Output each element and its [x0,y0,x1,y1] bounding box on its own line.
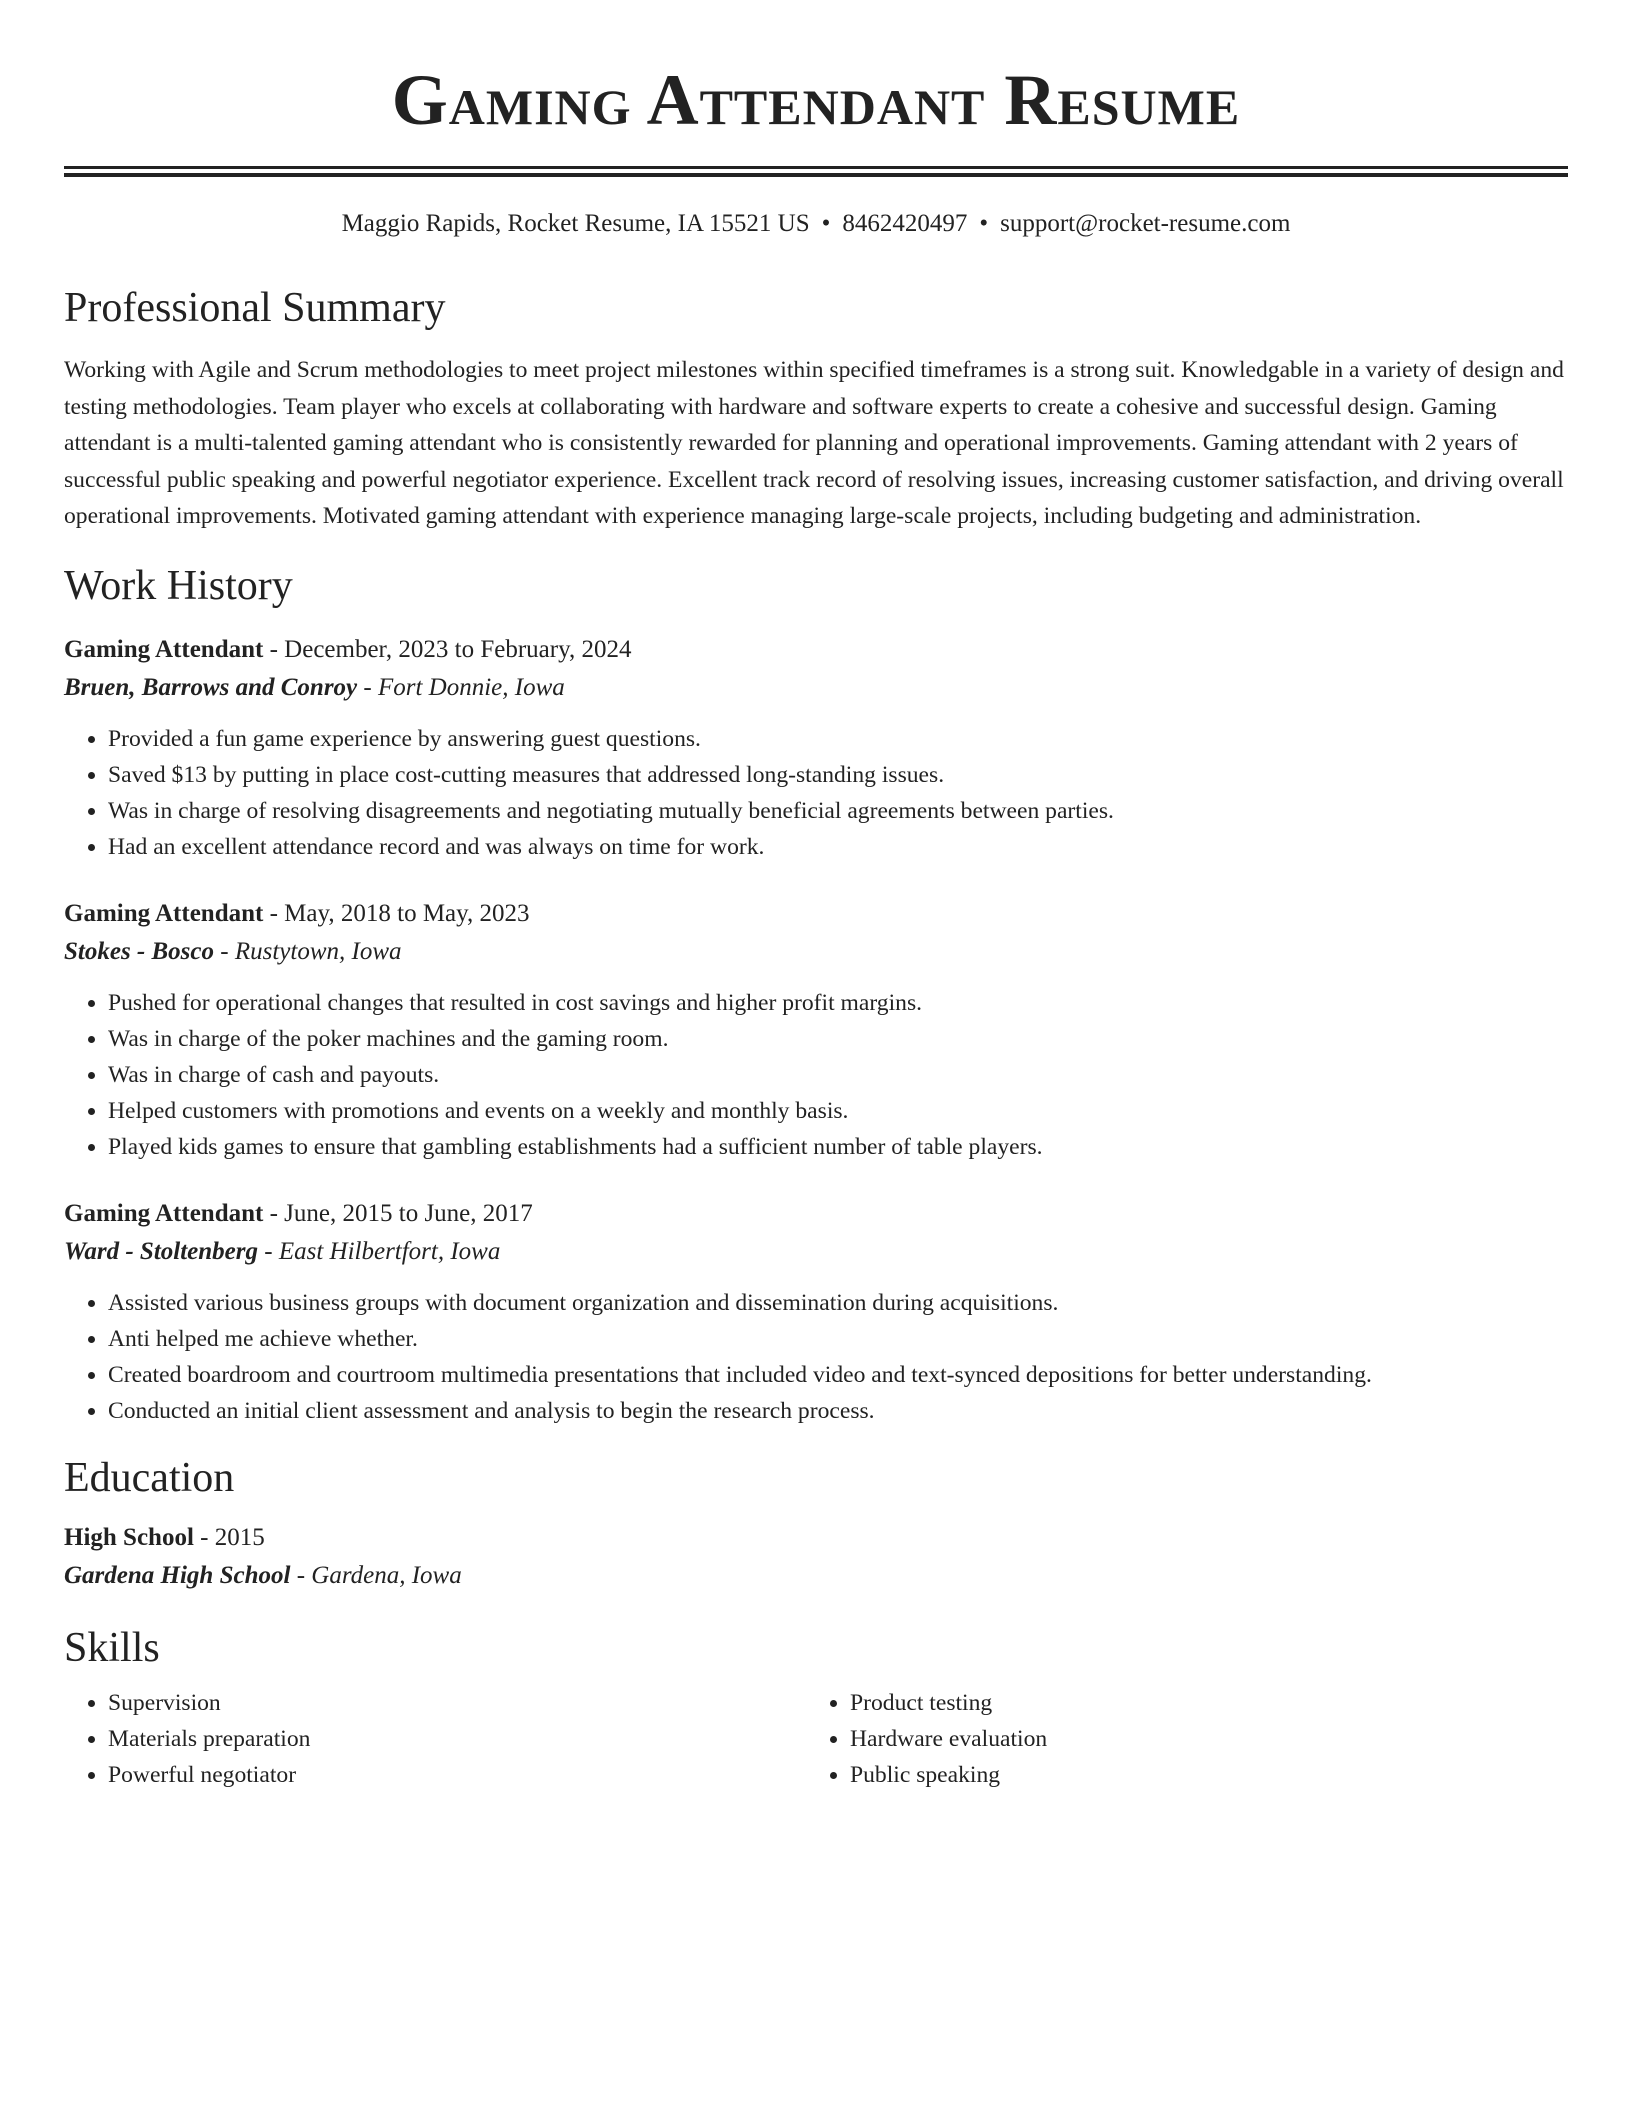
education-dash: - [193,1523,215,1551]
job-duty: • Pushed for operational changes that resulted in cost savings and higher profit margins. [108,985,1568,1021]
contact-line [64,207,1568,241]
skill-item: • Materials preparation [108,1721,806,1757]
job-dash: - [263,1199,285,1227]
job-duties-list [64,721,1568,865]
job-duties-list [64,1285,1568,1429]
summary-text: Working with Agile and Scrum methodologies to meet project milestones within specified timeframes is a strong suit. Knowledgable in a variety of design and testing methodologies. Team player who excels at collaborating with hardware and software experts to create a cohesive and successful design. Gaming attendant is a multi-talented gaming attendant who is consistently rewarded for planning and operational improvements. Gaming attendant with 2 years of successful public speaking and powerful negotiator experience. Excellent track record of resolving issues, increasing customer satisfaction, and driving overall operational improvements. Motivated gaming attendant with experience managing large-scale projects, including budgeting and administration. [64,357,1564,529]
job-location: East Hilbertfort, Iowa [278,1237,501,1265]
job-entry [64,1195,1568,1429]
job-duty: • Saved $13 by putting in place cost-cutting measures that addressed long-standing issues. [108,757,1568,793]
job-location: Rustytown, Iowa [234,937,402,965]
job-duty: • Created boardroom and courtroom multimedia presentations that included video and text-synced depositions for better understanding. [108,1357,1568,1393]
job-company: Stokes - Bosco [64,937,214,965]
skills-list [64,1685,806,1793]
summary-heading: Professional Summary [64,285,446,331]
job-duty: • Assisted various business groups with document organization and dissemination during acquisitions. [108,1285,1568,1321]
job-duties-list [64,985,1568,1165]
job-dates: May, 2018 to May, 2023 [284,899,530,927]
job-dates: December, 2023 to February, 2024 [284,635,632,663]
skill-item: • Supervision [108,1685,806,1721]
contact-address: Maggio Rapids, Rocket Resume, IA 15521 US [341,210,810,237]
job-duty: • Conducted an initial client assessment and analysis to begin the research process. [108,1393,1568,1429]
job-title-line [64,1195,1568,1233]
skill-item: • Product testing [850,1685,1548,1721]
skills-grid [64,1685,1568,1793]
skill-item: • Hardware evaluation [850,1721,1548,1757]
skills-list [806,1685,1548,1793]
job-role: Gaming Attendant [64,635,264,663]
education-entry [64,1519,1568,1595]
job-role: Gaming Attendant [64,899,264,927]
skill-item: • Public speaking [850,1757,1548,1793]
job-entry [64,895,1568,1165]
job-company-line [64,1233,1568,1271]
contact-phone: 8462420497 [842,210,968,237]
contact-email: support@rocket-resume.com [1000,210,1291,237]
job-duty: • Was in charge of the poker machines and the gaming room. [108,1021,1568,1057]
education-school: Gardena High School [64,1561,291,1589]
skill-item: • Powerful negotiator [108,1757,806,1793]
education-year: 2015 [214,1523,265,1551]
job-company: Ward - Stoltenberg [64,1237,258,1265]
job-dash: - [357,673,378,701]
job-role: Gaming Attendant [64,1199,264,1227]
education-degree-line [64,1519,1568,1557]
education-degree: High School [64,1523,194,1551]
job-company-line [64,669,1568,707]
contact-separator: • [821,210,831,237]
job-dates: June, 2015 to June, 2017 [284,1199,533,1227]
job-location: Fort Donnie, Iowa [377,673,565,701]
job-entry [64,631,1568,865]
skills-column-right [806,1685,1548,1793]
job-duty: • Anti helped me achieve whether. [108,1321,1568,1357]
skills-column-left [64,1685,806,1793]
job-duty: • Was in charge of cash and payouts. [108,1057,1568,1093]
job-duty: • Had an excellent attendance record and was always on time for work. [108,829,1568,865]
education-location: Gardena, Iowa [311,1561,462,1589]
job-dash: - [258,1237,279,1265]
skills-heading: Skills [64,1624,160,1671]
work-history-heading: Work History [64,562,293,609]
job-title-line [64,895,1568,933]
contact-separator: • [979,210,989,237]
education-school-line [64,1557,1568,1595]
job-duty: • Was in charge of resolving disagreements and negotiating mutually beneficial agreements between parties. [108,793,1568,829]
job-title-line [64,631,1568,669]
job-company: Bruen, Barrows and Conroy [64,673,358,701]
job-duty: • Played kids games to ensure that gambling establishments had a sufficient number of table players. [108,1129,1568,1165]
job-dash: - [263,899,285,927]
job-dash: - [214,937,235,965]
job-dash: - [263,635,285,663]
resume-title: Gaming Attendant Resume [391,60,1241,140]
job-company-line [64,933,1568,971]
job-duty: • Provided a fun game experience by answering guest questions. [108,721,1568,757]
title-divider [64,166,1568,177]
job-duty: • Helped customers with promotions and events on a weekly and monthly basis. [108,1093,1568,1129]
education-heading: Education [64,1454,235,1501]
education-dash: - [290,1561,312,1589]
